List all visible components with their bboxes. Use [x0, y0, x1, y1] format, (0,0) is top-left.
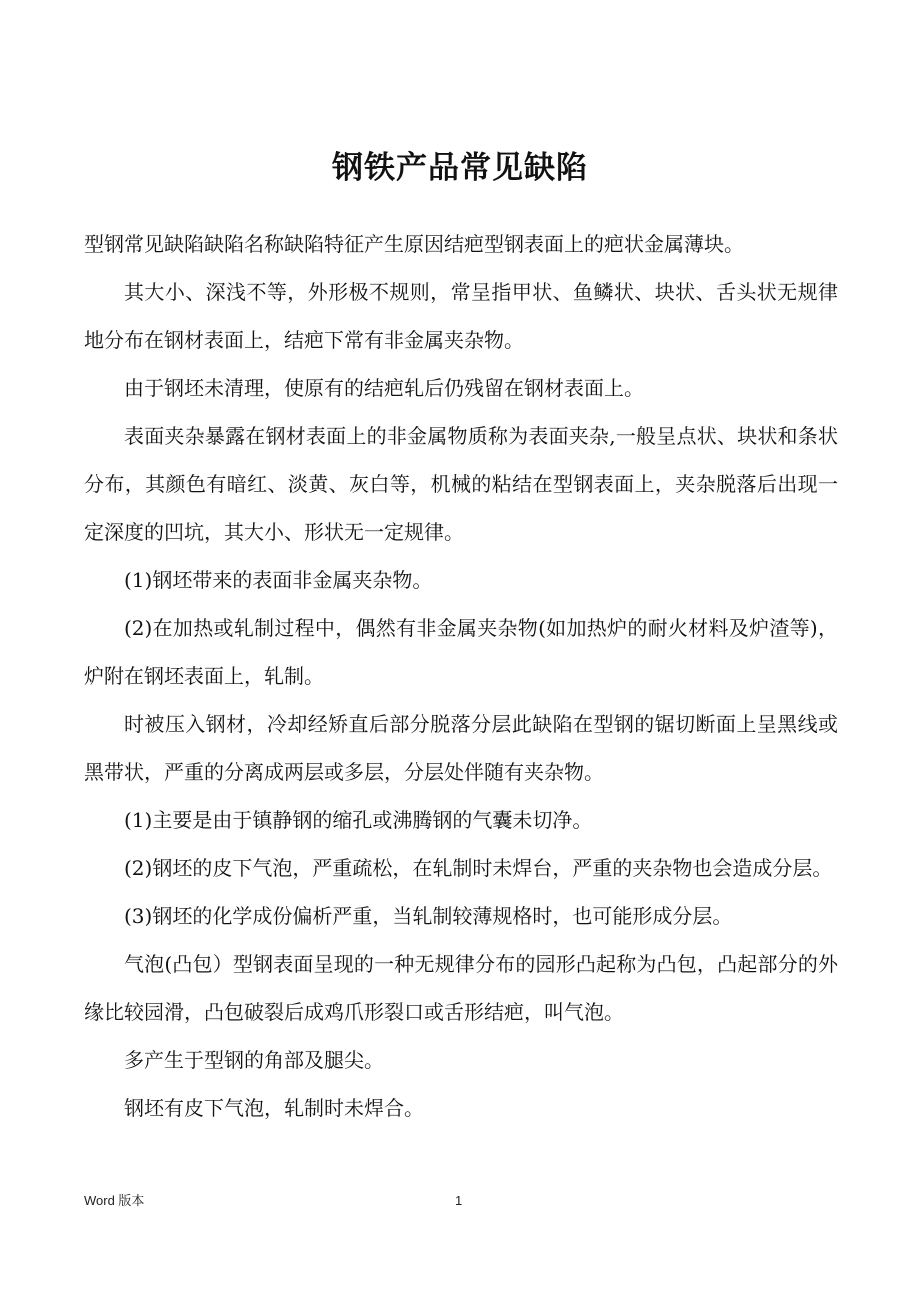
paragraph: 时被压入钢材，冷却经矫直后部分脱落分层此缺陷在型钢的锯切断面上呈黑线或黑带状，严重的分离成两层或多层，分层处伴随有夹杂物。	[84, 712, 838, 784]
paragraph: 其大小、深浅不等，外形极不规则，常呈指甲状、鱼鳞状、块状、舌头状无规律地分布在钢材表面上，结疤下常有非金属夹杂物。	[84, 280, 838, 352]
paragraph: 由于钢坯未清理，使原有的结疤轧后仍残留在钢材表面上。	[124, 376, 644, 400]
page-number: 1	[455, 1193, 463, 1208]
paragraph: (2)钢坯的皮下气泡，严重疏松，在轧制时未焊台，严重的夹杂物也会造成分层。	[124, 856, 833, 880]
paragraph: (3)钢坯的化学成份偏析严重，当轧制较薄规格时，也可能形成分层。	[124, 904, 733, 928]
paragraph: 气泡(凸包）型钢表面呈现的一种无规律分布的园形凸起称为凸包，凸起部分的外缘比较园滑，凸包破裂后成鸡爪形裂口或舌形结疤，叫气泡。	[84, 952, 838, 1024]
paragraph: (1)钢坯带来的表面非金属夹杂物。	[124, 568, 433, 592]
paragraph: 表面夹杂暴露在钢材表面上的非金属物质称为表面夹杂,一般呈点状、块状和条状分布，其颜色有暗红、淡黄、灰白等，机械的粘结在型钢表面上，夹杂脱落后出现一定深度的凹坑，其大小、形状无一定规律。	[84, 424, 838, 544]
paragraph: (2)在加热或轧制过程中，偶然有非金属夹杂物(如加热炉的耐火材料及炉渣等)，炉附在钢坯表面上，轧制。	[84, 616, 838, 688]
footer-version-label: Word 版本	[84, 1193, 145, 1208]
paragraph: 型钢常见缺陷缺陷名称缺陷特征产生原因结疤型钢表面上的疤状金属薄块。	[84, 232, 744, 256]
paragraph: 钢坯有皮下气泡，轧制时未焊合。	[124, 1096, 424, 1120]
document-body	[84, 220, 838, 1132]
paragraph: (1)主要是由于镇静钢的缩孔或沸腾钢的气囊未切净。	[124, 808, 593, 832]
page-title: 钢铁产品常见缺陷	[332, 150, 588, 186]
paragraph: 多产生于型钢的角部及腿尖。	[124, 1048, 384, 1072]
